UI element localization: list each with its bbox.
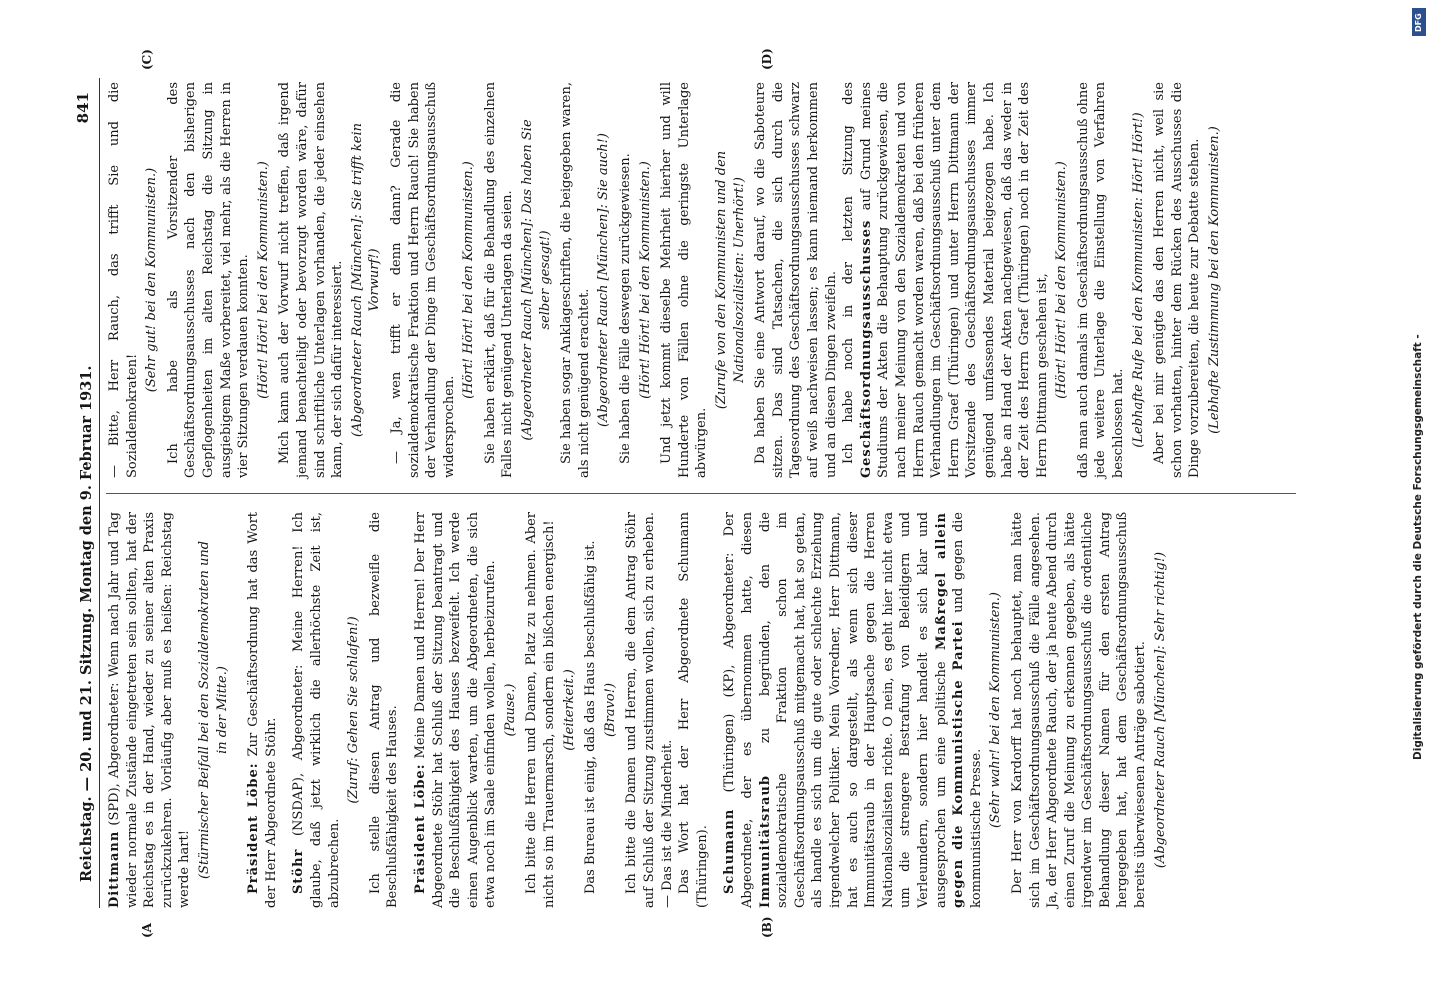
body-text: Der Herr von Kardorff hat noch behauptet, man hätte sich im Geschäftsordnungsausschuß die Fälle angesehen. Ja, der Herr Abgeordnete Rauch, der ja heute Abend durch einen Zuruf die Meinung zu erkennen gegeben, als hätte irgendwer im Geschäftsordnungsausschuß die ordentliche Behandlung dieser Namen für den ersten Antrag hergegeben hat, hat dem Geschäftsordnungsausschuß bereits überwiesenen Anträge sabotiert. bbox=[1009, 512, 1149, 908]
body-text: (Thüringen) (KP), Abgeordneter: Der Abgeordnete, der es übernommen hatte, diesen bbox=[722, 512, 755, 908]
paragraph bbox=[676, 512, 711, 908]
body-text: (NSDAP), Abgeordneter: Meine Herren! Ich glaube, daß jetzt wirklich die allerhöchste Zeit ist, abzubrechen. bbox=[291, 512, 342, 908]
interjection bbox=[711, 82, 752, 478]
interjection bbox=[458, 82, 482, 478]
paragraph bbox=[106, 82, 141, 478]
body-text: (Zuruf: Gehen Sie schlafen!) bbox=[346, 616, 362, 804]
interjection bbox=[343, 512, 367, 908]
interjection bbox=[635, 82, 659, 478]
paragraph bbox=[482, 82, 517, 478]
interjection bbox=[347, 82, 388, 478]
body-text: Sie haben erklärt, daß für die Behandlung des einzelnen Falles nicht genügend Unterlagen da seien. bbox=[482, 82, 516, 478]
text-columns bbox=[106, 78, 1296, 908]
emphasis-text: Stöhr bbox=[291, 848, 307, 894]
interjection bbox=[559, 512, 583, 908]
interjection bbox=[500, 512, 524, 908]
body-text: Sie haben die Fälle deswegen zurückgewiesen. bbox=[618, 153, 634, 464]
body-text: Zur Geschäftsordnung hat das Wort der Herr Abgeordnete Stöhr. bbox=[246, 511, 279, 908]
paragraph bbox=[388, 82, 458, 478]
body-text: daß man auch damals im Geschäftsordnungsausschuß ohne jede weitere Unterlage die Einstellung von Verfahren beschlossen hat. bbox=[1075, 82, 1127, 478]
body-text: (Lebhafte Rufe bei den Kommunisten: Hört! Hört!) bbox=[1130, 112, 1146, 448]
paragraph bbox=[617, 82, 635, 478]
body-text: Ich bitte die Herren und Damen, Platz zu nehmen. Aber nicht so im Trauermarsch, sondern ein bißchen energisch! bbox=[524, 512, 558, 908]
body-text: (Abgeordneter Rauch [München]: Das haben Sie selber gesagt!) bbox=[520, 119, 553, 441]
body-text: (Heiterkeit.) bbox=[561, 669, 577, 751]
body-text: und gegen die kommunistische Presse. bbox=[951, 512, 984, 908]
body-text: Ich habe noch in der letzten Sitzung des bbox=[841, 82, 857, 464]
body-text: (SPD), Abgeordneter: Wenn nach Jahr und Tag wieder normale Zustände eingetreten sein sollten, hat der Reichstag es in der Hand, wieder zu seiner alten Praxis zurückzukehren. Vorläufig aber muß es heißen: Reichstag werde hart! bbox=[107, 512, 193, 908]
body-text: (Sehr gut! bei den Kommunisten.) bbox=[144, 167, 160, 393]
emphasis-text: Präsident Löbe: bbox=[246, 762, 262, 894]
emphasis-text: Maßregel allein gegen die Kommunistische Partei bbox=[933, 512, 967, 908]
body-text: — Bitte, Herr Rauch, das trifft Sie und die Sozialdemokraten! bbox=[107, 82, 140, 478]
interjection bbox=[253, 82, 277, 478]
body-text: (Lebhafte Zustimmung bei den Kommunisten.) bbox=[1207, 126, 1223, 434]
body-text: Ich bitte die Damen und Herren, die dem Antrag Stöhr auf Schluß der Sitzung zustimmen wollen, sich zu erheben. — Das ist die Minderheit. bbox=[624, 512, 675, 908]
body-text: (Stürmischer Beifall bei den Sozialdemokraten und in der Mitte.) bbox=[196, 540, 230, 880]
paragraph bbox=[623, 512, 676, 908]
credit-text: Digitalisierung gefördert durch die Deutsche Forschungsgemeinschaft - bbox=[1412, 334, 1424, 760]
body-text: Ich habe als Vorsitzender des Geschäftsordnungsausschusses nach den bisherigen Gepflogenheiten im alten Reichstag die Sitzung in ausgiebigem Maße vorbereitet, viel mehr, als die Herren in vier Sitzungen verdauen konnten. bbox=[165, 82, 252, 478]
body-text: Meine Damen und Herren! Der Herr Abgeordnete Stöhr hat Schluß der Sitzung beantragt und die Beschlußfähigkeit des Hauses bezweifelt. Ich werde einen Augenblick warten, um die Abgeordneten, die sich etwa noch im Saale einfinden wollen, herbeizurufen. bbox=[412, 512, 499, 908]
body-text: (Hört! Hört! bei den Kommunisten.) bbox=[1054, 161, 1070, 399]
body-text: — Ja, wen trifft er denn dann? Gerade die sozialdemokratische Fraktion und Herrn Rauch! Sie haben der Verhandlung der Dinge im Geschäftsordnungsausschuß widersprochen. bbox=[388, 82, 457, 478]
running-head: Reichstag. — 20. und 21. Sitzung. Montag den 9. Februar 1931. bbox=[78, 365, 95, 882]
interjection bbox=[600, 512, 624, 908]
body-text: Das Bureau ist einig, daß das Haus beschlußfähig ist. bbox=[583, 540, 599, 894]
paragraph bbox=[1009, 512, 1150, 908]
paragraph bbox=[523, 512, 558, 908]
page-content bbox=[75, 78, 1305, 908]
body-text: (Hört! Hört! bei den Kommunisten.) bbox=[637, 161, 653, 399]
margin-mark-b: (B) bbox=[760, 916, 774, 938]
page-header bbox=[75, 78, 100, 908]
digitization-credit bbox=[1410, 0, 1434, 1000]
paragraph bbox=[412, 512, 500, 908]
body-text: Da haben Sie eine Antwort darauf, wo die Saboteure sitzen. Das sind Tatsachen, die sich durch die Tagesordnung des Geschäftsordnungsausschusses schwarz auf weiß nachweisen lassen; es kann niemand herkommen und an diesen Dingen zweifeln. bbox=[753, 82, 839, 478]
paragraph bbox=[290, 512, 343, 908]
paragraph bbox=[1075, 82, 1128, 478]
paragraph bbox=[367, 512, 402, 908]
paragraph bbox=[1151, 82, 1204, 478]
paragraph bbox=[558, 82, 593, 478]
interjection bbox=[1128, 82, 1152, 478]
body-text: Ich stelle diesen Antrag und bezweifle die Beschlußfähigkeit des Hauses. bbox=[367, 512, 401, 908]
paragraph bbox=[658, 82, 711, 478]
margin-mark-c: (C) bbox=[140, 49, 154, 70]
emphasis-text: Präsident Löbe: bbox=[412, 763, 428, 894]
dfg-logo: DFG bbox=[1412, 8, 1426, 36]
body-text: (Abgeordneter Rauch [München]: Sehr richtig!) bbox=[1152, 551, 1168, 869]
column-divider bbox=[106, 493, 1296, 494]
paragraph bbox=[752, 82, 840, 478]
body-text: (Hört! Hört! bei den Kommunisten.) bbox=[461, 161, 477, 399]
interjection bbox=[1204, 82, 1228, 478]
margin-mark-d: (D) bbox=[760, 48, 774, 70]
body-text: Sie haben sogar Anklageschriften, die beigegeben waren, als nicht genügend erachtet. bbox=[559, 82, 592, 478]
paragraph bbox=[245, 512, 280, 908]
body-text: (Abgeordneter Rauch [München]: Sie trifft kein Vorwurf!) bbox=[349, 122, 383, 438]
body-text: Das Wort hat der Herr Abgeordnete Schumann (Thüringen). bbox=[677, 512, 710, 908]
left-column bbox=[106, 512, 1173, 908]
paragraph bbox=[582, 512, 600, 908]
interjection bbox=[985, 512, 1009, 908]
body-text: Aber bei mir genügte das den Herren nicht, weil sie schon vorhatten, hinter dem Rücken des Ausschusses die Dinge vorzubereiten, die heute zur Debatte stehen. bbox=[1152, 82, 1203, 478]
paragraph bbox=[165, 82, 253, 478]
margin-mark-a: (A bbox=[140, 923, 154, 938]
interjection bbox=[194, 512, 235, 908]
emphasis-text: Geschäftsordnungsausschusses bbox=[858, 219, 874, 478]
interjection bbox=[1150, 512, 1174, 908]
paragraph bbox=[840, 82, 1051, 478]
body-text: (Sehr wahr! bei den Kommunisten.) bbox=[988, 592, 1004, 828]
body-text: (Zurufe von den Kommunisten und den Nationalsozialisten: Unerhört!) bbox=[714, 150, 747, 410]
right-column bbox=[106, 82, 1228, 478]
body-text: (Bravo!) bbox=[602, 682, 618, 738]
body-text: auf Grund meines Studiums der Akten die Behauptung zurückgewiesen, die nach meiner Meinung von den Sozialdemokraten und von Herrn Rauch gemacht worden waren, daß bei den früheren Verhandlungen im Geschäftsordnungsausschuß unter dem Herrn Graef (Thüringen) und unter Herrn Dittmann der Vorsitzende des Geschäftsordnungsausschusses immer genügend umfassendes Material beigezogen habe. Ich habe an Hand der Akten nachgewiesen, daß das weder in der Zeit des Herrn Graef (Thüringen) noch in der Zeit des Herrn Dittmann geschehen ist, bbox=[858, 82, 1050, 478]
interjection bbox=[517, 82, 558, 478]
emphasis-text: Dittmann bbox=[107, 830, 122, 908]
body-text: Und jetzt kommt dieselbe Mehrheit hierher und will Hunderte von Fällen ohne die geringste Unterlage abwürgen. bbox=[659, 82, 710, 478]
body-text: (Abgeordneter Rauch [München]: Sie auch!) bbox=[596, 133, 612, 427]
page-number: 841 bbox=[74, 92, 92, 124]
paragraph bbox=[276, 82, 346, 478]
emphasis-text: Immunitätsraub bbox=[757, 775, 773, 908]
body-text: (Hört! Hört! bei den Kommunisten.) bbox=[255, 161, 271, 399]
interjection bbox=[1051, 82, 1075, 478]
interjection bbox=[593, 82, 617, 478]
body-text: Mich kann auch der Vorwurf nicht treffen, daß irgend jemand benachteiligt oder bevorzugt worden wäre, dafür sind schriftliche Unterlagen vorhanden, die jeder einsehen kann, der sich dafür interessiert. bbox=[277, 82, 346, 478]
paragraph bbox=[721, 512, 985, 908]
interjection bbox=[141, 82, 165, 478]
emphasis-text: Schumann bbox=[722, 808, 738, 894]
body-text: (Pause.) bbox=[502, 683, 518, 737]
paragraph bbox=[106, 512, 194, 908]
body-text: zu begründen, den die sozialdemokratische Fraktion schon im Geschäftsordnungsausschuß mitgemacht hat, hat so getan, als handle es sich um die gute oder schlechte Erziehung irgendwelcher Politiker. Mein Vorredner, Herr Dittmann, hat es auch so dargestellt, als wenn sich dieser Immunitätsraub in der Hauptsache gegen die Herren Nationalsozialisten richte. O nein, es geht hier nicht etwa um die strengere Bestrafung von Beleidigern und Verleumdern, sondern hier handelt es sich klar und ausgesprochen um eine politische bbox=[757, 512, 949, 908]
